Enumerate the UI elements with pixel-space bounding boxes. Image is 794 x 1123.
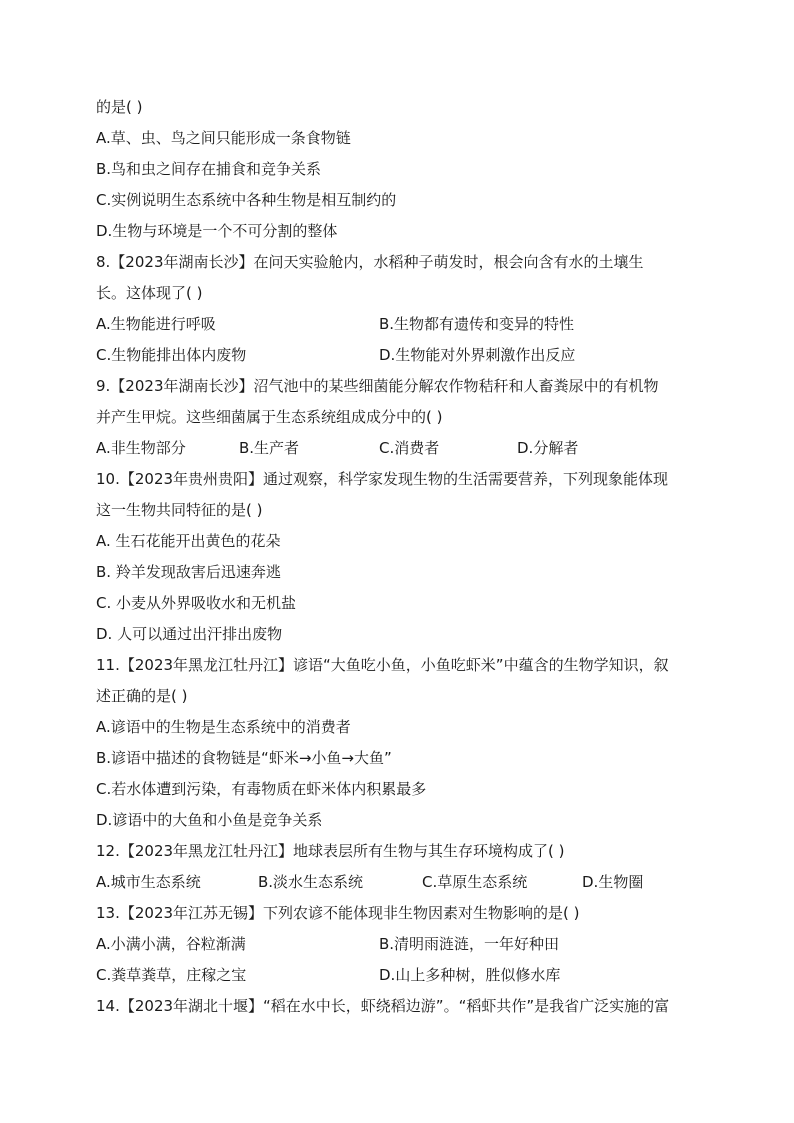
q8-option-d: D.生物能对外界刺激作出反应 bbox=[379, 346, 576, 364]
q9-option-c: C.消费者 bbox=[379, 439, 440, 457]
q8-options-row2 bbox=[96, 340, 706, 371]
document-page bbox=[96, 92, 706, 1022]
q11-option-a: A.谚语中的生物是生态系统中的消费者 bbox=[96, 718, 351, 736]
q7-option-a: A.草、虫、鸟之间只能形成一条食物链 bbox=[96, 129, 351, 147]
q9-stem-line2: 并产生甲烷。这些细菌属于生态系统组成成分中的( ) bbox=[96, 408, 443, 426]
q9-option-a: A.非生物部分 bbox=[96, 439, 186, 457]
q12-option-c: C.草原生态系统 bbox=[422, 873, 528, 891]
q10-stem-line2: 这一生物共同特征的是( ) bbox=[96, 501, 263, 519]
q11-stem-line1: 11.【2023年黑龙江牡丹江】谚语“大鱼吃小鱼，小鱼吃虾米”中蕴含的生物学知识，叙 bbox=[96, 656, 669, 674]
q9-option-d: D.分解者 bbox=[517, 439, 579, 457]
q12-option-d: D.生物圈 bbox=[582, 873, 644, 891]
q7-option-c: C.实例说明生态系统中各种生物是相互制约的 bbox=[96, 191, 397, 209]
q13-option-d: D.山上多种树，胜似修水库 bbox=[379, 966, 561, 984]
q7-stem-tail: 的是( ) bbox=[96, 98, 143, 116]
q10-option-c: C. 小麦从外界吸收水和无机盐 bbox=[96, 594, 297, 612]
q12-option-b: B.淡水生态系统 bbox=[258, 873, 364, 891]
q11-stem-line2: 述正确的是( ) bbox=[96, 687, 188, 705]
q11-option-c: C.若水体遭到污染，有毒物质在虾米体内积累最多 bbox=[96, 780, 427, 798]
q8-options-row1 bbox=[96, 309, 706, 340]
q9-option-b: B.生产者 bbox=[239, 439, 300, 457]
q13-options-row2 bbox=[96, 960, 706, 991]
q8-option-c: C.生物能排出体内废物 bbox=[96, 346, 247, 364]
q9-options-row bbox=[96, 433, 706, 464]
q8-option-a: A.生物能进行呼吸 bbox=[96, 315, 216, 333]
q8-stem-line2: 长。这体现了( ) bbox=[96, 284, 203, 302]
q13-options-row1 bbox=[96, 929, 706, 960]
q12-stem-line1: 12.【2023年黑龙江牡丹江】地球表层所有生物与其生存环境构成了( ) bbox=[96, 842, 565, 860]
q10-stem-line1: 10.【2023年贵州贵阳】通过观察，科学家发现生物的生活需要营养，下列现象能体现 bbox=[96, 470, 669, 488]
q13-option-b: B.清明雨涟涟，一年好种田 bbox=[379, 935, 560, 953]
q9-stem-line1: 9.【2023年湖南长沙】沼气池中的某些细菌能分解农作物秸秆和人畜粪尿中的有机物 bbox=[96, 377, 659, 395]
q14-stem-line1: 14.【2023年湖北十堰】“稻在水中长，虾绕稻边游”。“稻虾共作”是我省广泛实施的富 bbox=[96, 997, 670, 1015]
q13-option-c: C.粪草粪草，庄稼之宝 bbox=[96, 966, 247, 984]
q13-option-a: A.小满小满，谷粒渐满 bbox=[96, 935, 246, 953]
q12-option-a: A.城市生态系统 bbox=[96, 873, 201, 891]
q10-option-d: D. 人可以通过出汗排出废物 bbox=[96, 625, 283, 643]
q7-option-d: D.生物与环境是一个不可分割的整体 bbox=[96, 222, 338, 240]
q13-stem-line1: 13.【2023年江苏无锡】下列农谚不能体现非生物因素对生物影响的是( ) bbox=[96, 904, 580, 922]
q7-option-b: B.鸟和虫之间存在捕食和竞争关系 bbox=[96, 160, 322, 178]
q10-option-a: A. 生石花能开出黄色的花朵 bbox=[96, 532, 281, 550]
q8-stem-line1: 8.【2023年湖南长沙】在问天实验舱内，水稻种子萌发时，根会向含有水的土壤生 bbox=[96, 253, 644, 271]
q10-option-b: B. 羚羊发现敌害后迅速奔逃 bbox=[96, 563, 281, 581]
q11-option-b: B.谚语中描述的食物链是“虾米→小鱼→大鱼” bbox=[96, 749, 392, 767]
q11-option-d: D.谚语中的大鱼和小鱼是竞争关系 bbox=[96, 811, 323, 829]
q12-options-row bbox=[96, 867, 706, 898]
q8-option-b: B.生物都有遗传和变异的特性 bbox=[379, 315, 575, 333]
